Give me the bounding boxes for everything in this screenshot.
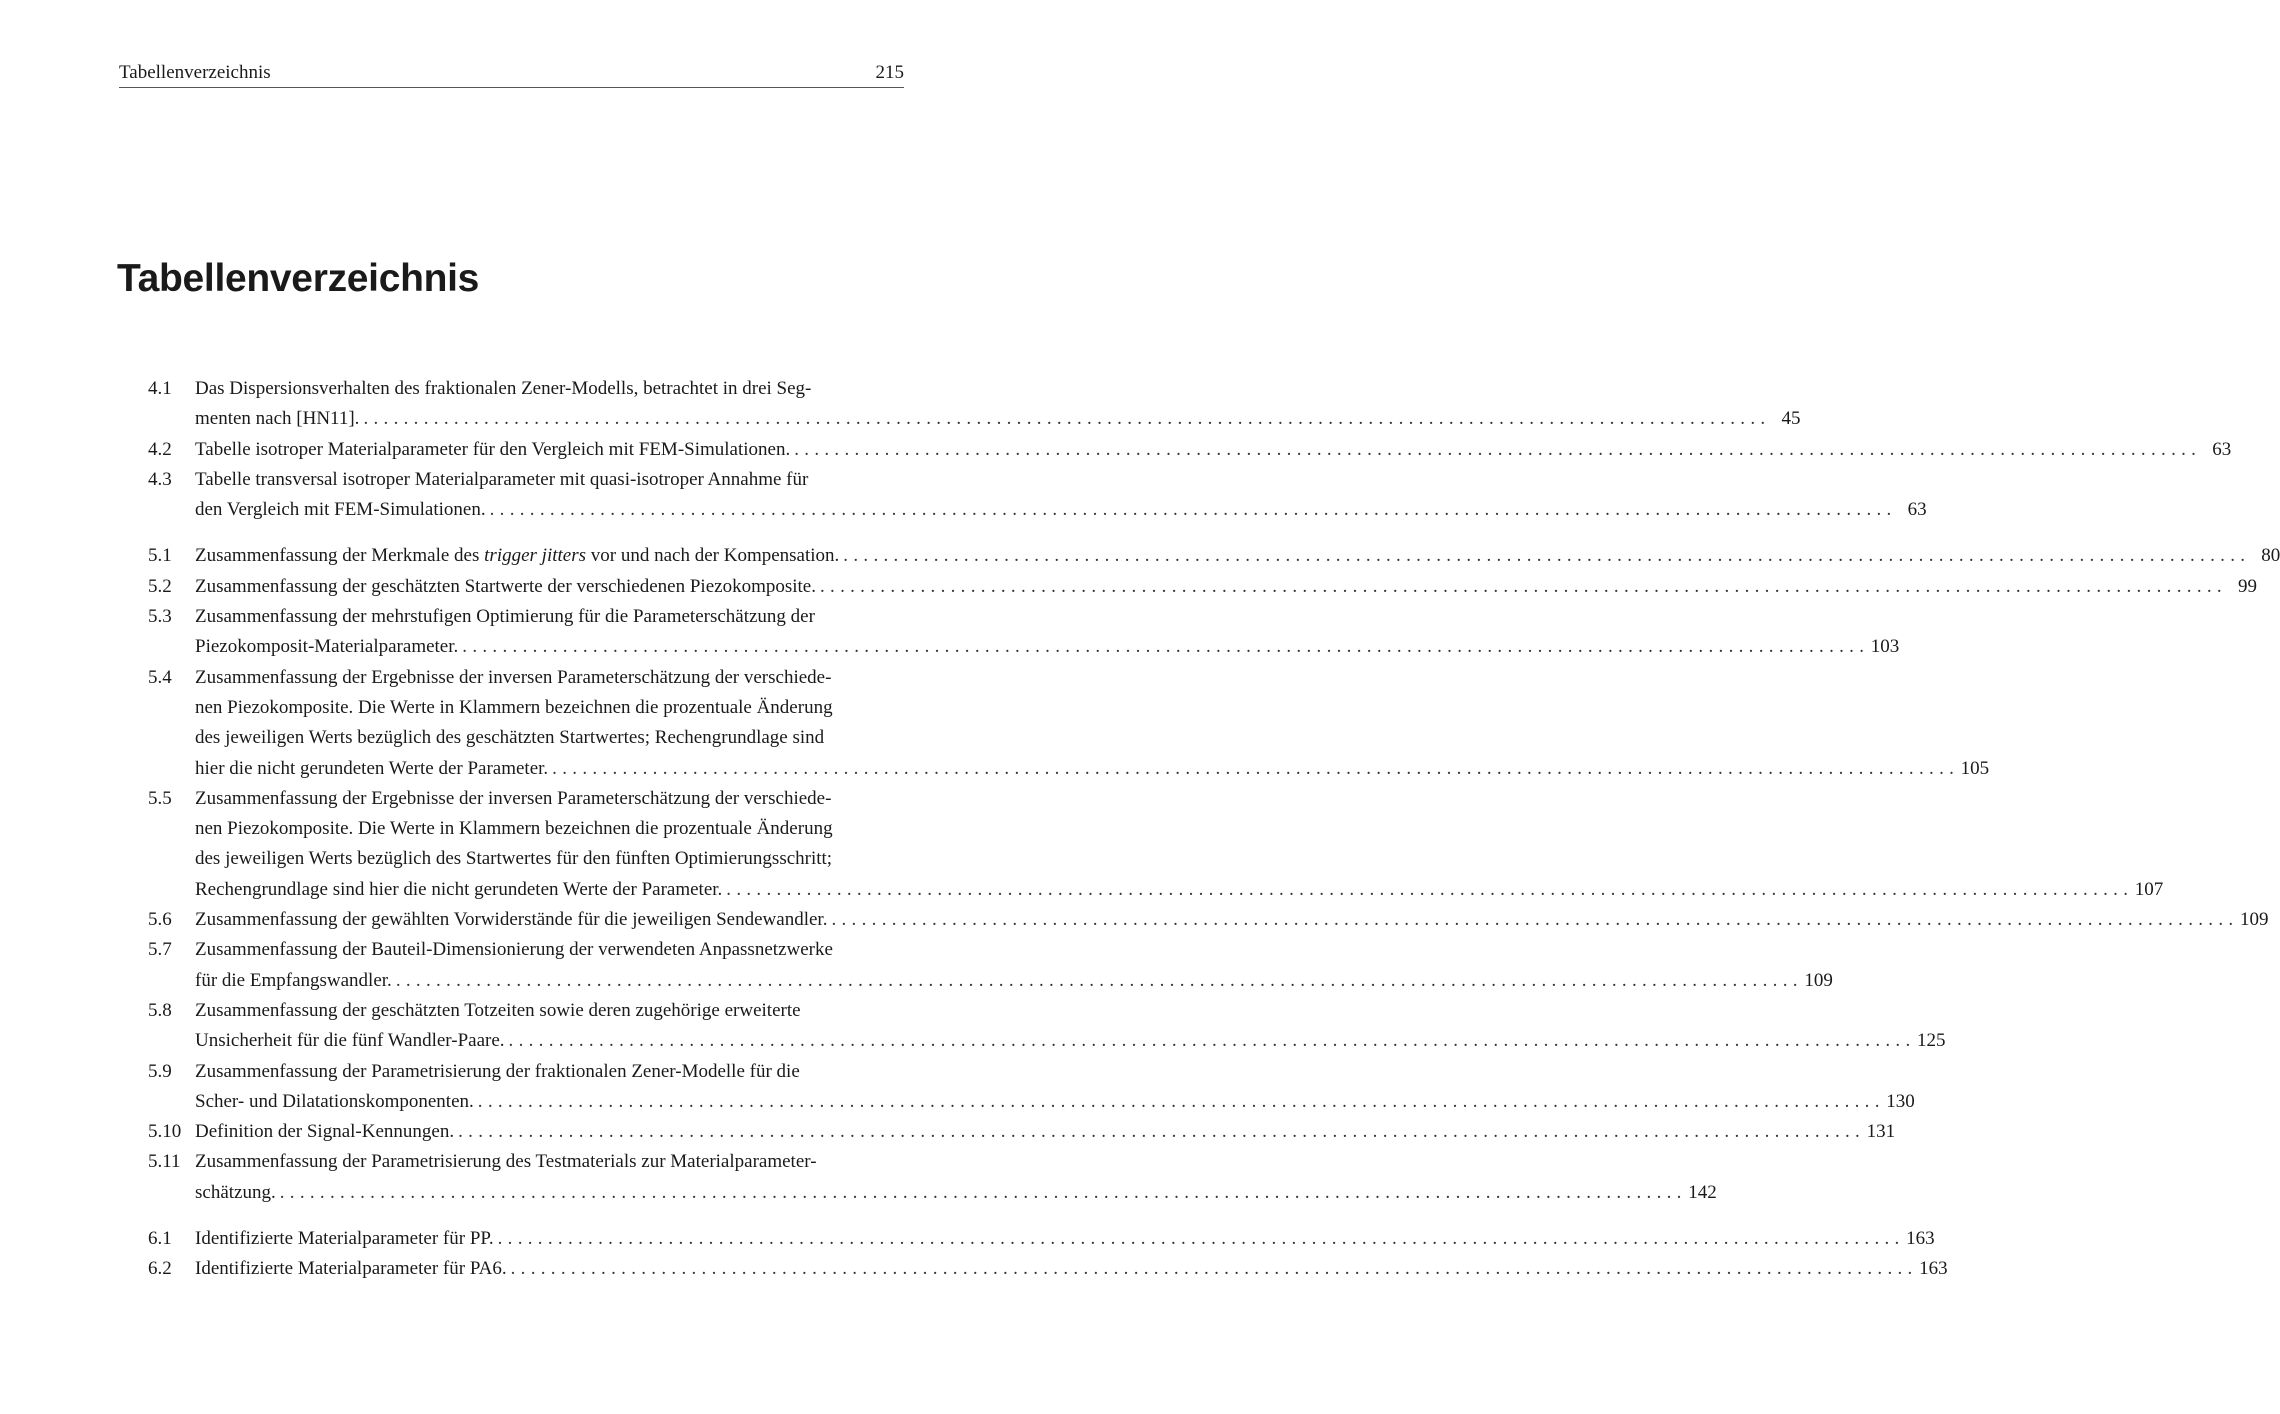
entry-number: 5.1 bbox=[148, 545, 172, 567]
entry-page: 63 bbox=[1907, 499, 1927, 521]
entry-number: 6.1 bbox=[148, 1228, 172, 1250]
dot-leader: ............................................................................................................................................ bbox=[395, 969, 1803, 991]
caption-line: nen Piezokomposite. Die Werte in Klammern bezeichnen die prozentuale Änderung bbox=[195, 818, 833, 840]
entry-page: 80 bbox=[2261, 545, 2280, 567]
caption-line: Piezokomposit-Materialparameter. bbox=[195, 636, 459, 658]
entry-caption bbox=[195, 996, 1946, 1057]
caption-line: Zusammenfassung der geschätzten Startwerte der verschiedenen Piezokomposite. bbox=[195, 575, 816, 597]
entry-caption bbox=[195, 374, 1800, 435]
table-entry-5-6[interactable] bbox=[148, 905, 2269, 935]
entry-page: 163 bbox=[1919, 1258, 1948, 1280]
entry-page: 105 bbox=[1960, 757, 1990, 779]
caption-last-line bbox=[195, 1087, 1915, 1117]
entry-page: 103 bbox=[1870, 636, 1900, 658]
caption-line: des jeweiligen Werts bezüglich des Startwertes für den fünften Optimierungsschritt; bbox=[195, 848, 833, 870]
entry-number: 5.2 bbox=[148, 575, 172, 597]
caption-line: den Vergleich mit FEM-Simulationen. bbox=[195, 499, 486, 521]
entry-number: 5.8 bbox=[148, 999, 172, 1021]
entry-page: 142 bbox=[1688, 1181, 1717, 1203]
table-entry-5-3[interactable] bbox=[148, 602, 1900, 663]
chapter-5-group bbox=[148, 541, 2280, 1208]
entry-caption bbox=[195, 1254, 1948, 1284]
caption-line: Identifizierte Materialparameter für PA6. bbox=[195, 1258, 507, 1280]
entry-caption bbox=[195, 602, 1899, 663]
table-entry-5-11[interactable] bbox=[148, 1147, 1717, 1208]
entry-number: 4.1 bbox=[148, 378, 172, 399]
table-entry-5-9[interactable] bbox=[148, 1057, 1915, 1118]
caption-line: Definition der Signal-Kennungen. bbox=[195, 1121, 455, 1143]
dot-leader: ............................................................................................................................................ bbox=[794, 438, 2202, 460]
table-entry-6-2[interactable] bbox=[148, 1254, 1948, 1284]
table-entry-5-8[interactable] bbox=[148, 996, 1946, 1057]
entry-caption bbox=[195, 663, 1989, 784]
dot-leader: ............................................................................................................................................ bbox=[489, 499, 1897, 521]
entry-page: 109 bbox=[1804, 969, 1833, 991]
caption-text: Zusammenfassung der Merkmale des bbox=[195, 545, 485, 567]
running-header bbox=[119, 61, 904, 88]
entry-caption bbox=[195, 465, 1927, 526]
entry-page: 131 bbox=[1866, 1121, 1896, 1143]
dot-leader: ............................................................................................................................................ bbox=[363, 408, 1771, 430]
dot-leader: ............................................................................................................................................ bbox=[497, 1228, 1905, 1250]
caption-line: Zusammenfassung der gewählten Vorwiderstände für die jeweiligen Sendewandler. bbox=[195, 909, 828, 931]
caption-last-line bbox=[195, 1026, 1946, 1056]
table-entry-6-1[interactable] bbox=[148, 1224, 1935, 1254]
entry-number: 6.2 bbox=[148, 1258, 172, 1280]
table-entry-4-3[interactable] bbox=[148, 465, 1927, 526]
caption-last-line bbox=[195, 1178, 1717, 1208]
entry-caption bbox=[195, 1224, 1935, 1254]
entry-caption bbox=[195, 935, 1833, 996]
entry-caption bbox=[195, 541, 2280, 571]
caption-line: Unsicherheit für die fünf Wandler-Paare. bbox=[195, 1030, 505, 1052]
table-entry-5-7[interactable] bbox=[148, 935, 1833, 996]
dot-leader: ............................................................................................................................................ bbox=[831, 909, 2239, 931]
caption-line: Tabelle isotroper Materialparameter für den Vergleich mit FEM-Simulationen. bbox=[195, 438, 791, 460]
caption-last-line bbox=[195, 905, 2268, 935]
entry-caption bbox=[195, 784, 2163, 905]
dot-leader: ............................................................................................................................................ bbox=[552, 757, 1960, 779]
entry-number: 5.4 bbox=[148, 666, 172, 688]
caption-last-line bbox=[195, 404, 1800, 434]
caption-text: vor und nach der Kompensation. bbox=[586, 545, 840, 567]
dot-leader: ............................................................................................................................................ bbox=[458, 1121, 1866, 1143]
caption-line: Tabelle transversal isotroper Materialparameter mit quasi-isotroper Annahme für bbox=[195, 468, 809, 490]
caption-last-line bbox=[195, 572, 2257, 602]
table-entry-5-2[interactable] bbox=[148, 572, 2257, 602]
dot-leader: ............................................................................................................................................ bbox=[279, 1181, 1687, 1203]
caption-line: Identifizierte Materialparameter für PP. bbox=[195, 1228, 494, 1250]
dot-leader: ............................................................................................................................................ bbox=[477, 1090, 1885, 1112]
list-of-tables bbox=[148, 374, 2280, 1301]
caption-line: Zusammenfassung der geschätzten Totzeiten sowie deren zugehörige erweiterte bbox=[195, 999, 801, 1021]
caption-line: schätzung. bbox=[195, 1181, 276, 1203]
caption-line: nen Piezokomposite. Die Werte in Klammern bezeichnen die prozentuale Änderung bbox=[195, 696, 833, 718]
dot-leader: ............................................................................................................................................ bbox=[462, 636, 1870, 658]
entry-caption bbox=[195, 1117, 1895, 1147]
entry-caption bbox=[195, 1057, 1915, 1118]
entry-number: 5.9 bbox=[148, 1060, 172, 1082]
caption-line: Scher- und Dilatationskomponenten. bbox=[195, 1090, 474, 1112]
chapter-6-group bbox=[148, 1224, 1948, 1285]
caption-last-line bbox=[195, 495, 1927, 525]
caption-italic-term: trigger jitters bbox=[484, 545, 587, 567]
table-entry-4-1[interactable] bbox=[148, 374, 1801, 435]
dot-leader: ............................................................................................................................................ bbox=[510, 1258, 1918, 1280]
entry-number: 5.3 bbox=[148, 606, 172, 628]
table-entry-5-5[interactable] bbox=[148, 784, 2164, 905]
entry-number: 5.10 bbox=[148, 1121, 182, 1143]
caption-last-line bbox=[195, 754, 1989, 784]
caption-line: Zusammenfassung der Bauteil-Dimensionierung der verwendeten Anpassnetzwerke bbox=[195, 939, 833, 961]
entry-number: 5.7 bbox=[148, 939, 172, 961]
entry-page: 130 bbox=[1886, 1090, 1915, 1112]
chapter-4-group bbox=[148, 374, 2232, 525]
entry-number: 5.5 bbox=[148, 787, 172, 809]
caption-line: Zusammenfassung der Ergebnisse der inversen Parameterschätzung der verschiede- bbox=[195, 666, 832, 688]
entry-page: 45 bbox=[1781, 408, 1801, 430]
caption-last-line bbox=[195, 875, 2163, 905]
entry-caption bbox=[195, 572, 2257, 602]
caption-line: Zusammenfassung der Parametrisierung der fraktionalen Zener-Modelle für die bbox=[195, 1060, 800, 1082]
dot-leader: ............................................................................................................................................ bbox=[508, 1030, 1916, 1052]
table-entry-4-2[interactable] bbox=[148, 435, 2232, 465]
entry-page: 109 bbox=[2239, 909, 2269, 931]
caption-last-line bbox=[195, 966, 1833, 996]
caption-line: Rechengrundlage sind hier die nicht gerundeten Werte der Parameter. bbox=[195, 878, 723, 900]
entry-page: 99 bbox=[2237, 575, 2257, 597]
dot-leader: ............................................................................................................................................ bbox=[843, 545, 2251, 567]
caption-last-line bbox=[195, 632, 1899, 662]
entry-caption bbox=[195, 435, 2231, 465]
running-header-page-number: 215 bbox=[875, 62, 904, 83]
entry-number: 4.3 bbox=[148, 468, 172, 490]
entry-number: 4.2 bbox=[148, 438, 172, 460]
caption-line: menten nach [HN11]. bbox=[195, 408, 360, 430]
caption-last-line bbox=[195, 1117, 1895, 1147]
table-entry-5-10[interactable] bbox=[148, 1117, 1896, 1147]
caption-last-line bbox=[195, 1254, 1948, 1284]
caption-line: hier die nicht gerundeten Werte der Parameter. bbox=[195, 757, 549, 779]
entry-page: 63 bbox=[2212, 438, 2232, 460]
caption-last-line bbox=[195, 541, 2280, 571]
entry-page: 163 bbox=[1906, 1228, 1935, 1250]
entry-caption bbox=[195, 905, 2268, 935]
caption-line: Zusammenfassung der Parametrisierung des Testmaterials zur Materialparameter- bbox=[195, 1151, 817, 1173]
dot-leader: ............................................................................................................................................ bbox=[726, 878, 2134, 900]
entry-caption bbox=[195, 1147, 1717, 1208]
caption-last-line bbox=[195, 435, 2231, 465]
caption-line: für die Empfangswandler. bbox=[195, 969, 392, 991]
caption-line bbox=[195, 541, 839, 571]
caption-last-line bbox=[195, 1224, 1935, 1254]
running-header-title: Tabellenverzeichnis bbox=[119, 62, 271, 83]
table-entry-5-4[interactable] bbox=[148, 663, 1990, 784]
table-entry-5-1[interactable] bbox=[148, 541, 2280, 571]
caption-line: Zusammenfassung der Ergebnisse der inversen Parameterschätzung der verschiede- bbox=[195, 787, 832, 809]
caption-line: des jeweiligen Werts bezüglich des geschätzten Startwertes; Rechengrundlage sind bbox=[195, 727, 825, 749]
entry-number: 5.11 bbox=[148, 1151, 181, 1173]
entry-number: 5.6 bbox=[148, 909, 172, 931]
dot-leader: ............................................................................................................................................ bbox=[819, 575, 2227, 597]
chapter-title: Tabellenverzeichnis bbox=[117, 257, 480, 300]
caption-line: Zusammenfassung der mehrstufigen Optimierung für die Parameterschätzung der bbox=[195, 606, 815, 628]
caption-line: Das Dispersionsverhalten des fraktionalen Zener-Modells, betrachtet in drei Seg- bbox=[195, 378, 812, 399]
entry-page: 125 bbox=[1917, 1030, 1946, 1052]
entry-page: 107 bbox=[2134, 878, 2164, 900]
